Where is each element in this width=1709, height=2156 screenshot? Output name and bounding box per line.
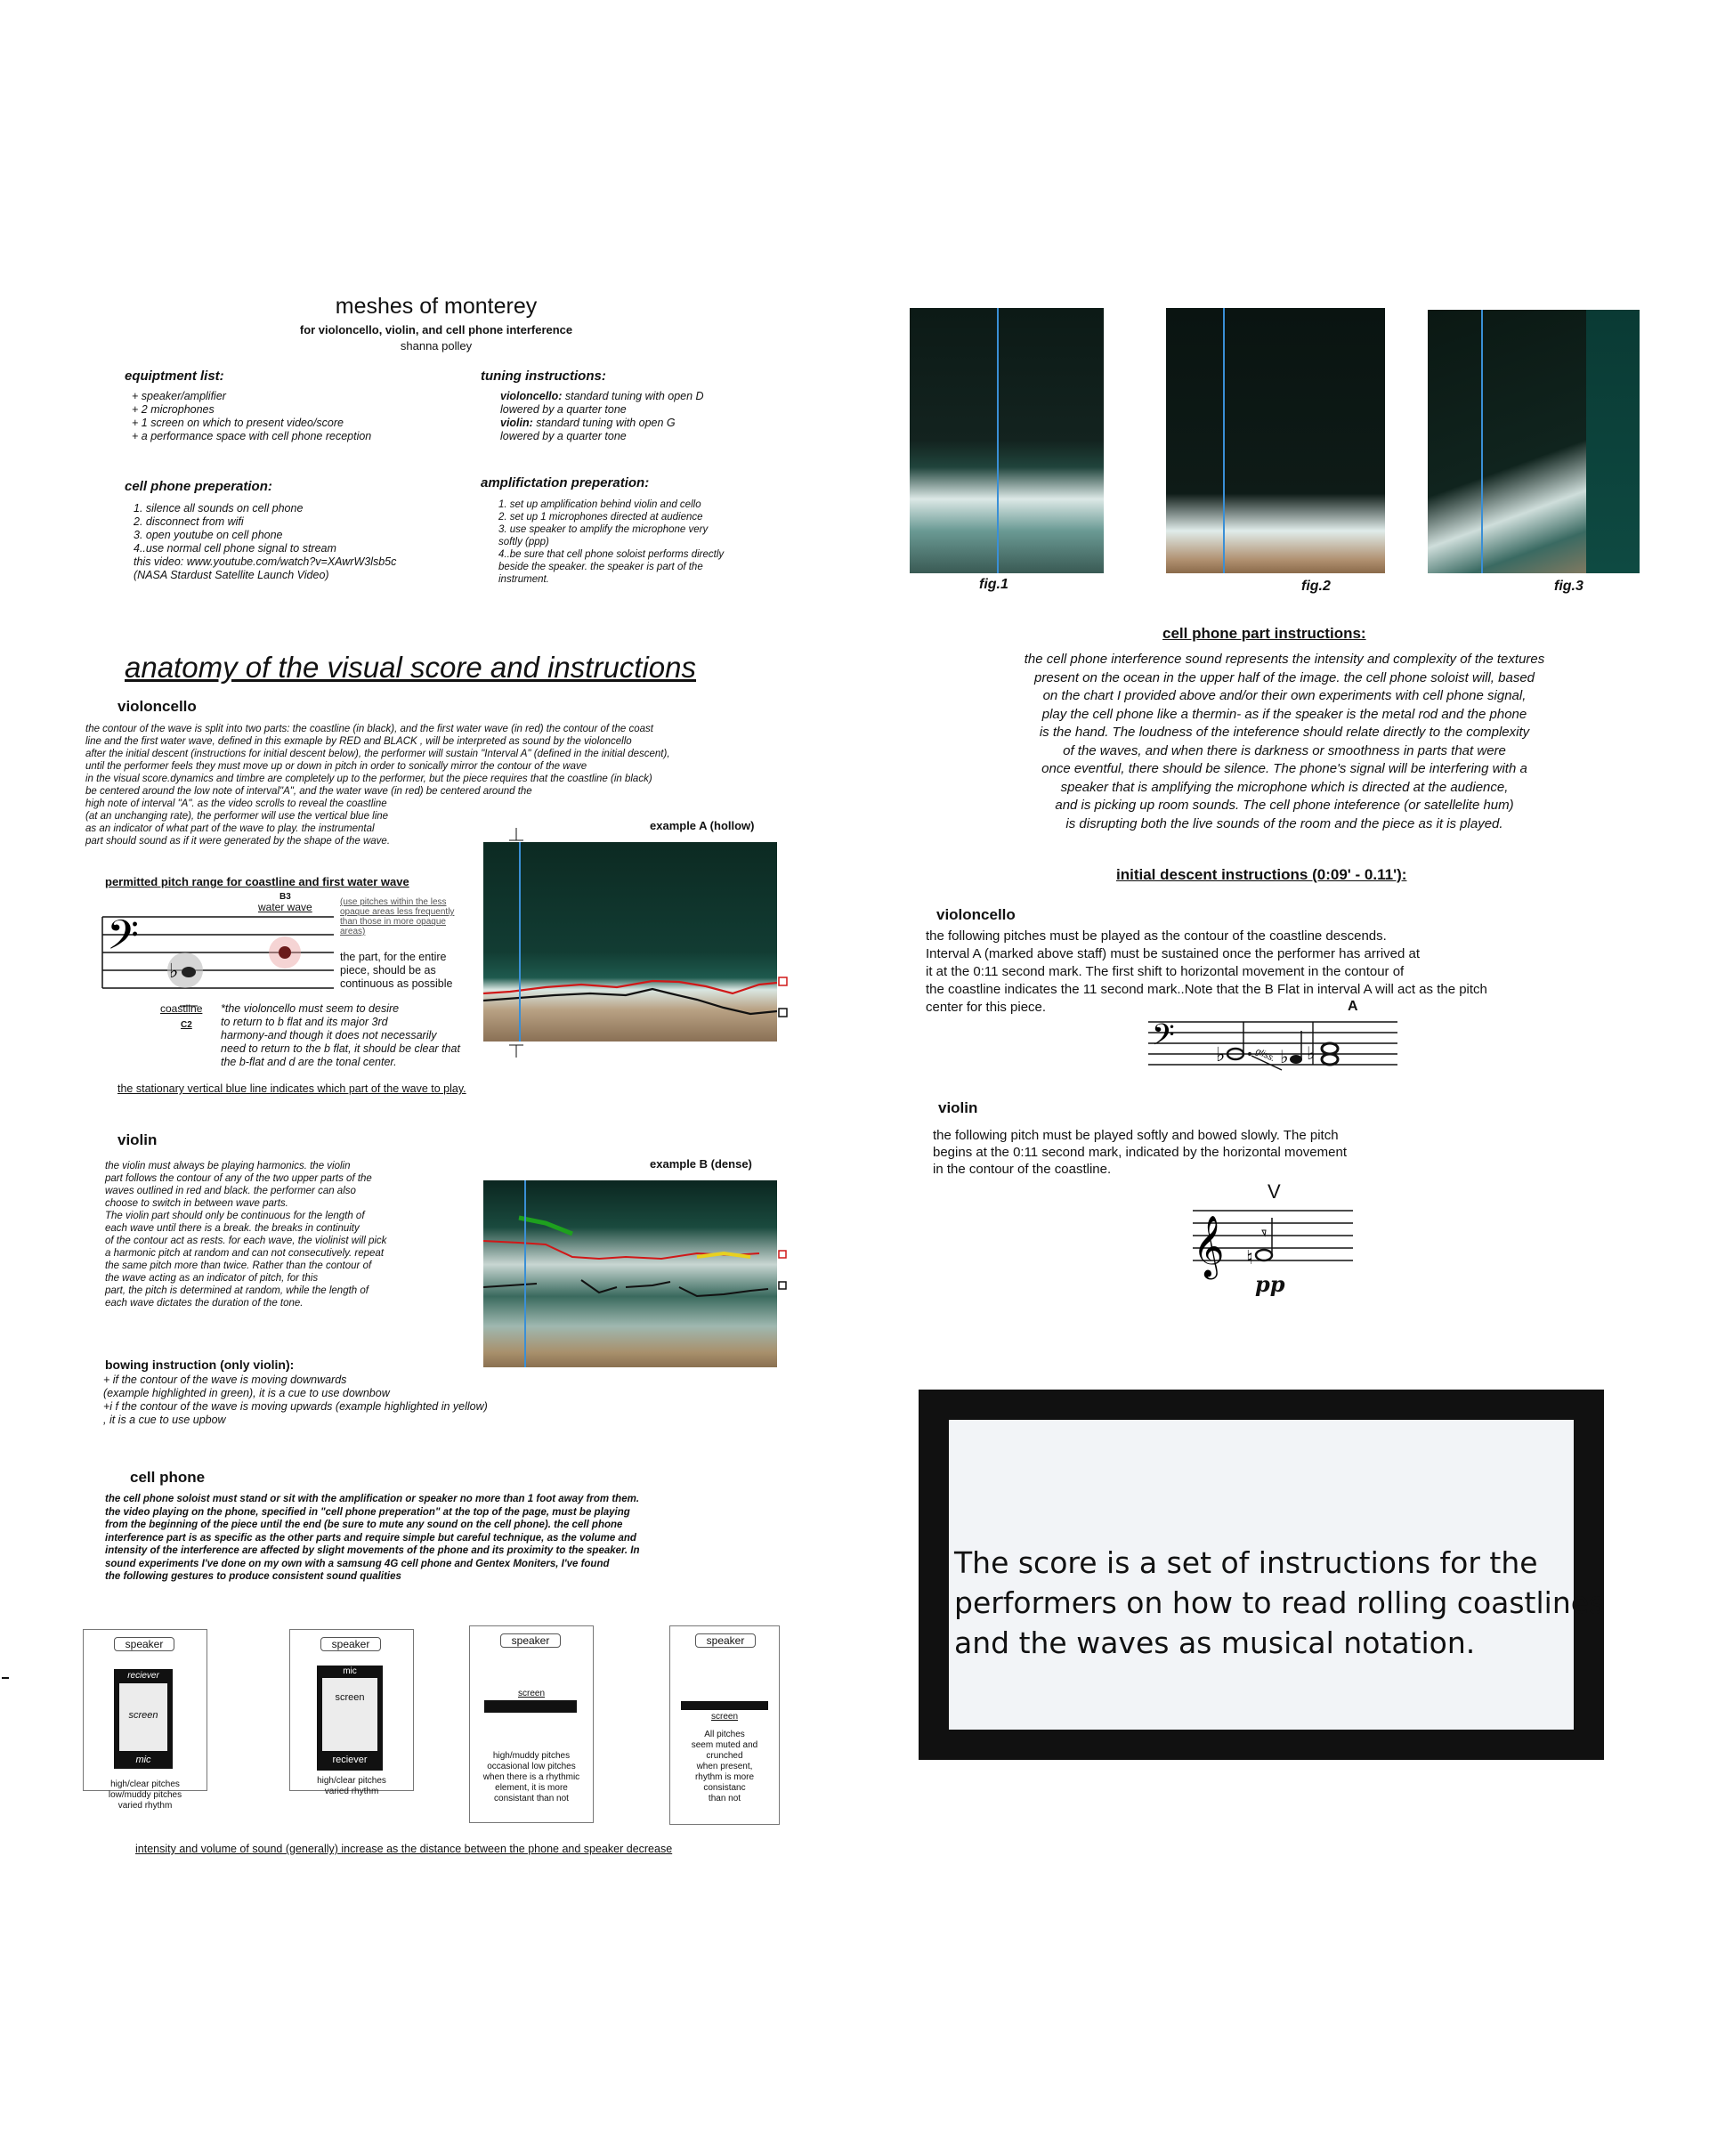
phone-caption	[470, 1751, 593, 1804]
text-line: The score is a set of instructions for the	[954, 1545, 1538, 1580]
text-line: areas)	[340, 927, 366, 936]
text-line: in the contour of the coastline.	[933, 1162, 1112, 1177]
text-line: sound experiments I've done on my own with a samsung 4G cell phone and Gentex Moniters, I've found	[105, 1558, 610, 1569]
violin-heading: violin	[117, 1131, 158, 1148]
text-line: choose to switch in between wave parts.	[105, 1198, 288, 1209]
text-line: harmony-and though it does not necessarily	[221, 1029, 437, 1042]
phone-diagram-4	[669, 1625, 780, 1825]
phone-caption	[84, 1779, 207, 1812]
interval-a-label: A	[1348, 999, 1358, 1014]
speaker-label: speaker	[500, 1633, 561, 1648]
fig3-image	[1428, 310, 1640, 573]
mic-label: mic	[343, 1666, 357, 1676]
text-line: speaker that is amplifying the microphone which is directed at the audience,	[1060, 779, 1509, 795]
mic-label: mic	[135, 1755, 151, 1765]
list-item: this video: www.youtube.com/watch?v=XAwrW3lsb5c	[134, 555, 397, 568]
text-line: of the contour act as rests. for each wave, the violinist will pick	[105, 1236, 387, 1246]
text-line: is disrupting both the live sounds of the room and the piece as it is played.	[1065, 815, 1503, 831]
tuning-cello-text2: lowered by a quarter tone	[500, 403, 627, 416]
tuning-list	[500, 390, 704, 443]
text-line: in the visual score.dynamics and timbre are completely up to the performer, but the piece requires that the coastline (in black)	[85, 774, 652, 784]
text-line: when present,	[696, 1762, 753, 1771]
title: meshes of monterey	[335, 294, 538, 319]
svg-text:𝄞: 𝄞	[1193, 1215, 1225, 1277]
tuning-violin-text2: lowered by a quarter tone	[500, 430, 627, 442]
text-line: seem muted and	[691, 1740, 758, 1750]
text-line: + if the contour of the wave is moving downwards	[103, 1374, 347, 1386]
speaker-label: speaker	[320, 1637, 381, 1651]
list-item: + 2 microphones	[132, 403, 215, 416]
text-line: when there is a rhythmic	[482, 1772, 580, 1782]
list-item: 2. disconnect from wifi	[134, 515, 244, 528]
text-line: performers on how to read rolling coastlines	[954, 1585, 1605, 1620]
screen-label: screen	[335, 1692, 365, 1703]
descent-cello-staff	[1139, 995, 1406, 1084]
text-line: +i f the contour of the wave is moving upwards (example highlighted in yellow)	[103, 1400, 488, 1413]
text-line: center for this piece.	[926, 1000, 1047, 1015]
upbow-mark: V	[1268, 1180, 1281, 1203]
list-item: 4..be sure that cell phone soloist performs directly	[498, 549, 725, 560]
text-line: rhythm is more	[694, 1772, 755, 1782]
text-line: continuous as possible	[340, 977, 453, 990]
list-item: (NASA Stardust Satellite Launch Video)	[134, 569, 329, 581]
water-wave-label: water wave	[258, 901, 312, 913]
list-item: 3. open youtube on cell phone	[134, 529, 283, 541]
list-item: 4..use normal cell phone signal to stream	[134, 542, 336, 555]
text-line: The violin part should only be continuous for the length of	[105, 1211, 365, 1221]
text-line: part should sound as if it were generated by the shape of the wave.	[85, 836, 391, 847]
phone-heading: cell phone	[130, 1469, 206, 1486]
list-item: 1. set up amplification behind violin and cello	[498, 499, 701, 510]
tuning-heading: tuning instructions:	[481, 369, 606, 384]
svg-text:♮: ♮	[1246, 1247, 1253, 1269]
text-line: Interval A (marked above staff) must be sustained once the performer has arrived at	[926, 946, 1421, 961]
list-item: instrument.	[498, 574, 549, 585]
text-line: the contour of the wave is split into two parts: the coastline (in black), and the first water wave (in red) the contour of the coast	[85, 724, 653, 734]
descent-violin-heading: violin	[938, 1099, 978, 1116]
coastline-label: coastline	[160, 1002, 203, 1015]
phone-caption	[670, 1730, 779, 1804]
list-item: + 1 screen on which to present video/score	[132, 417, 344, 429]
cello-heading: violoncello	[117, 698, 197, 715]
phone-flat	[484, 1700, 577, 1713]
bowing-text	[103, 1374, 488, 1427]
text-line: interference part is as specific as the other parts and require simple but careful technique, as the volume and	[105, 1532, 636, 1544]
screen-label: screen	[710, 1712, 738, 1722]
text-line: the violin must always be playing harmonics. the violin	[105, 1161, 351, 1171]
callout-panel	[949, 1420, 1605, 1730]
text-line: piece, should be as	[340, 964, 436, 977]
gliss-label: gliss.	[1253, 1046, 1277, 1065]
text-line: the video playing on the phone, specified in "cell phone preperation" at the top of the page, must be playing	[105, 1506, 630, 1518]
text-line: varied rhythm	[324, 1787, 379, 1796]
example-b-markers	[774, 1246, 792, 1300]
opaque-note	[340, 897, 454, 936]
descent-heading: initial descent instructions (0:09' - 0.11'):	[1116, 866, 1407, 883]
b3-label: B3	[279, 892, 291, 902]
text-line: the b-flat and d are the tonal center.	[221, 1056, 397, 1068]
dynamic-mark: pp	[1255, 1271, 1285, 1297]
text-line: (use pitches within the less	[340, 897, 447, 907]
text-line: (example highlighted in green), it is a cue to use downbow	[103, 1387, 390, 1399]
text-line: is the hand. The loudness of the inteference should relate directly to the complexity	[1039, 725, 1530, 740]
text-line: part follows the contour of any of the two upper parts of the	[105, 1173, 372, 1184]
text-line: intensity of the interference are affected by slight movements of the phone and its proximity to the speaker. In	[105, 1545, 640, 1556]
list-item: 2. set up 1 microphones directed at audience	[498, 512, 703, 523]
callout-frame	[919, 1390, 1604, 1760]
tuning-cello-text: standard tuning with open D	[562, 390, 704, 402]
stationary-note: the stationary vertical blue line indicates which part of the wave to play.	[117, 1082, 466, 1095]
text-line: begins at the 0:11 second mark, indicated by the horizontal movement	[933, 1145, 1347, 1160]
tuning-violin-label: violin:	[500, 417, 533, 429]
screen-label: screen	[517, 1689, 545, 1698]
speaker-label: speaker	[695, 1633, 756, 1648]
text-line: the cell phone interference sound represents the intensity and complexity of the textures	[1024, 652, 1545, 667]
text-line: after the initial descent (instructions for initial descent below), the performer will sustain "Interval A" (defined in the initial descent),	[85, 749, 670, 759]
continuous-note	[340, 951, 452, 991]
tuning-violin-text: standard tuning with open G	[532, 417, 676, 429]
text-line: *the violoncello must seem to desire	[221, 1002, 400, 1015]
text-line: opaque areas less frequently	[340, 907, 455, 917]
text-line: , it is a cue to use upbow	[103, 1414, 226, 1426]
text-line: need to return to the b flat, it should be clear that	[221, 1042, 460, 1055]
text-line: the coastline indicates the 11 second mark..Note that the B Flat in interval A will act as the pitch	[926, 982, 1487, 997]
cellpart-heading: cell phone part instructions:	[1162, 625, 1366, 642]
text-line: the following pitch must be played softly and bowed slowly. The pitch	[933, 1128, 1339, 1143]
text-line: than those in more opaque	[340, 917, 446, 927]
text-line: occasional low pitches	[487, 1762, 576, 1771]
phone-shape	[317, 1666, 383, 1771]
reciever-label: reciever	[332, 1755, 368, 1765]
dash-mark	[2, 1677, 9, 1679]
list-item: 1. silence all sounds on cell phone	[134, 502, 304, 515]
svg-text:♭: ♭	[169, 960, 179, 983]
descent-cello-heading: violoncello	[936, 906, 1016, 923]
bowing-heading: bowing instruction (only violin):	[105, 1358, 295, 1372]
text-line: the following gestures to produce consistent sound qualities	[105, 1571, 401, 1582]
text-line: element, it is more	[495, 1783, 568, 1793]
phone-shape	[114, 1669, 173, 1769]
fig1-caption: fig.1	[979, 577, 1008, 592]
text-line: on the chart I provided above and/or their own experiments with cell phone signal,	[1042, 688, 1527, 703]
list-item: beside the speaker. the speaker is part of the	[498, 562, 703, 572]
text-line: as an indicator of what part of the wave to play. the instrumental	[85, 823, 375, 834]
svg-text:𝄢: 𝄢	[107, 912, 140, 969]
violin-text	[105, 1160, 386, 1309]
text-line: a harmonic pitch at random and can not consecutively. repeat	[105, 1248, 385, 1259]
range-heading: permitted pitch range for coastline and first water wave	[105, 875, 409, 888]
text-line: high/clear pitches	[110, 1779, 180, 1789]
text-line: from the beginning of the piece until the end (be sure to mute any sound on the cell phone). the cell phone	[105, 1520, 623, 1530]
cellpart-text	[933, 651, 1636, 833]
text-line: (at an unchanging rate), the performer will use the vertical blue line	[85, 811, 389, 822]
phone-flat	[681, 1701, 768, 1710]
fig3-caption: fig.3	[1554, 579, 1583, 594]
tuning-cello-label: violoncello:	[500, 390, 563, 402]
text-line: each wave until there is a break. the breaks in continuity	[105, 1223, 360, 1234]
ampprep-heading: amplifictation preperation:	[481, 475, 650, 490]
text-line: consistant than not	[494, 1794, 569, 1803]
text-line: high/muddy pitches	[492, 1751, 571, 1761]
text-line: waves outlined in red and black. the performer can also	[105, 1186, 356, 1196]
descent-violin-text	[933, 1127, 1347, 1178]
screen-label: screen	[128, 1710, 158, 1721]
fig2-caption: fig.2	[1301, 579, 1331, 594]
author: shanna polley	[400, 339, 473, 353]
subtitle: for violoncello, violin, and cell phone interference	[299, 323, 573, 336]
text-line: to return to b flat and its major 3rd	[221, 1016, 388, 1028]
text-line: the part, for the entire	[340, 951, 447, 963]
text-line: it at the 0:11 second mark. The first shift to horizontal movement in the contour of	[926, 964, 1405, 979]
text-line: high/clear pitches	[317, 1776, 386, 1786]
svg-text:♭: ♭	[1216, 1044, 1226, 1066]
reciever-label: reciever	[127, 1671, 159, 1681]
phone-diagram-2	[289, 1629, 414, 1796]
phones-footer: intensity and volume of sound (generally) increase as the distance between the phone and speaker decrease	[135, 1843, 673, 1855]
text-line: and is picking up room sounds. The cell phone inteference (or satellelite hum)	[1055, 798, 1514, 813]
equipment-heading: equiptment list:	[125, 369, 224, 384]
text-line: each wave dictates the duration of the tone.	[105, 1298, 304, 1309]
c2-label: C2	[181, 1020, 192, 1030]
text-line: be centered around the low note of interval"A", and the water wave (in red) be centered around the	[85, 786, 532, 797]
example-a-label: example A (hollow)	[650, 819, 755, 832]
text-line: present on the ocean in the upper half of the image. the cell phone soloist will, based	[1033, 669, 1535, 685]
speaker-label: speaker	[114, 1637, 174, 1651]
text-line: than not	[708, 1794, 741, 1803]
list-item: + speaker/amplifier	[132, 390, 226, 402]
fig1-image	[910, 308, 1104, 573]
text-line: consistanc	[703, 1783, 746, 1793]
text-line: the cell phone soloist must stand or sit with the amplification or speaker no more than 1 foot away from them.	[105, 1494, 640, 1504]
text-line: low/muddy pitches	[108, 1790, 182, 1800]
svg-text:♭: ♭	[1307, 1042, 1316, 1064]
equipment-list	[132, 390, 371, 443]
text-line: and the waves as musical notation.	[954, 1625, 1476, 1660]
cellprep-heading: cell phone preperation:	[125, 479, 272, 494]
text-line: of the waves, and when there is darkness or smoothness in parts that were	[1063, 742, 1506, 758]
desire-note	[221, 1002, 460, 1069]
example-a-markers	[507, 826, 792, 1059]
example-b-image	[483, 1180, 777, 1367]
text-line: once eventful, there should be silence. The phone's signal will be interfering with a	[1041, 761, 1527, 776]
phone-caption	[290, 1776, 413, 1797]
text-line: until the performer feels they must move up or down in pitch in order to sonically mirror the contour of the wave	[85, 761, 587, 772]
text-line: part, the pitch is determined at random, while the length of	[105, 1285, 369, 1296]
svg-text:♭: ♭	[1280, 1046, 1289, 1067]
list-item: softly (ppp)	[498, 537, 549, 547]
text-line: high note of interval "A". as the video scrolls to reveal the coastline	[85, 798, 387, 809]
phone-text	[105, 1493, 639, 1584]
text-line: play the cell phone like a thermin- as if the speaker is the metal rod and the phone	[1041, 706, 1527, 722]
fig2-image	[1166, 308, 1385, 573]
list-item: + a performance space with cell phone reception	[132, 430, 372, 442]
text-line: crunched	[706, 1751, 743, 1761]
svg-text:𝄢: 𝄢	[1152, 1018, 1175, 1059]
text-line: line and the first water wave, defined in this exmaple by RED and BLACK , will be interpreted as sound by the violoncello	[85, 736, 632, 747]
text-line: varied rhythm	[117, 1801, 173, 1811]
phone-diagram-1	[83, 1629, 207, 1811]
phone-diagram-3	[469, 1625, 594, 1823]
text-line: the wave acting as an indicator of pitch, for this	[105, 1273, 319, 1284]
cellprep-list	[134, 502, 396, 582]
text-line: All pitches	[704, 1730, 745, 1739]
list-item: 3. use speaker to amplify the microphone very	[498, 524, 709, 535]
example-b-label: example B (dense)	[650, 1157, 752, 1171]
ampprep-list	[498, 498, 724, 586]
callout-text	[954, 1543, 1604, 1663]
anatomy-heading: anatomy of the visual score and instructions	[125, 651, 697, 684]
text-line: the same pitch more than twice. Rather than the contour of	[105, 1260, 372, 1271]
text-line: the following pitches must be played as the contour of the coastline descends.	[926, 928, 1387, 944]
